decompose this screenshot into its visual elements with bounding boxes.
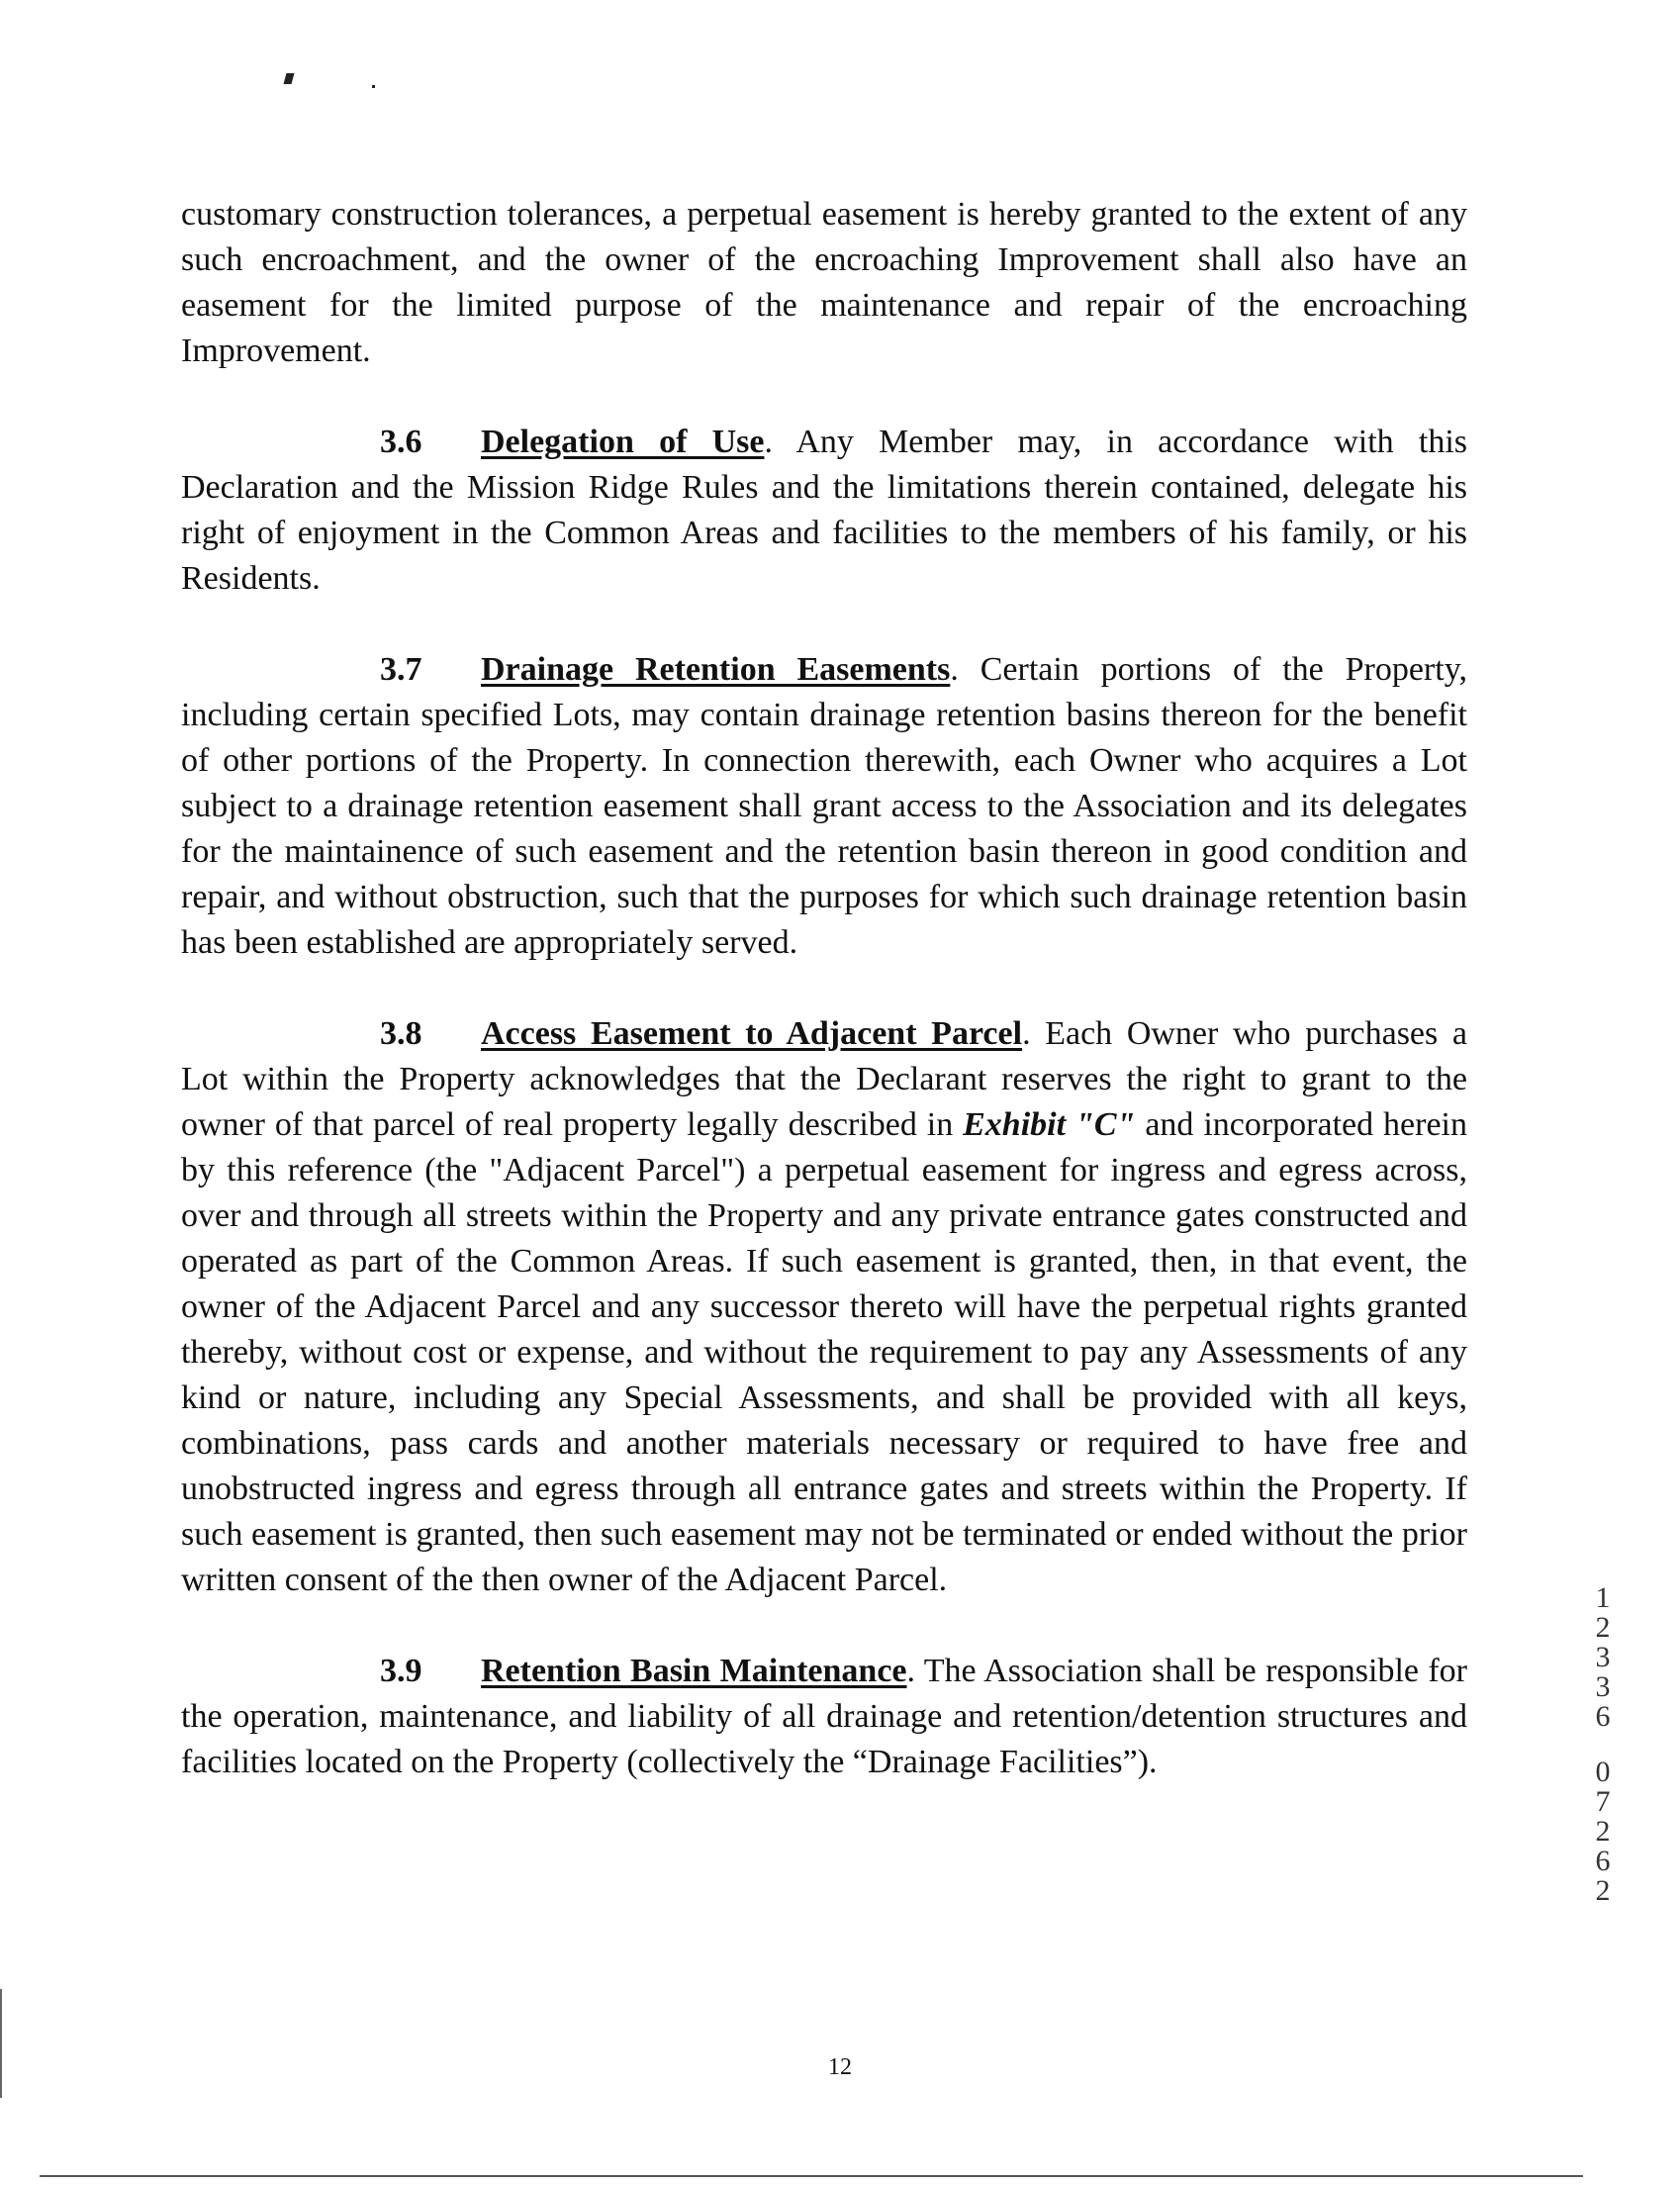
scan-speck xyxy=(284,73,295,84)
stamp-char: 6 xyxy=(1595,1845,1611,1877)
section-number: 3.7 xyxy=(380,651,422,688)
section-number: 3.8 xyxy=(380,1015,422,1052)
stamp-char xyxy=(1583,1732,1623,1758)
section-heading: Drainage Retention Easements xyxy=(481,651,951,688)
stamp-char: 2 xyxy=(1595,1874,1611,1907)
section-heading: Retention Basin Maintenance xyxy=(481,1653,907,1689)
stamp-char: 2 xyxy=(1595,1815,1611,1848)
scan-speck xyxy=(372,85,375,88)
section-heading: Delegation of Use xyxy=(481,424,765,460)
section-body: . Certain portions of the Property, including certain specified Lots, may contain drainage retention basins thereon for the benefit of other portions of the Property. In connection therewith, each Owner who acquires a Lot subject to a drainage retention easement shall grant access to the Association and its delegates for the maintainence of such easement and the retention basin thereon in good condition and repair, and without obstruction, such that the purposes for which such drainage retention basin has been established are appropriately served. xyxy=(181,651,1467,961)
section-body-start: . Each Owner who purchases a Lot within the Property acknowledges that the Declarant reserves the right to grant to the owner of that parcel of real property legally described in xyxy=(181,1015,1467,1143)
section-number: 3.6 xyxy=(380,424,422,460)
stamp-char: 0 xyxy=(1595,1756,1611,1788)
exhibit-reference: Exhibit "C" xyxy=(963,1106,1136,1143)
scan-bottom-line xyxy=(40,2175,1583,2177)
stamp-char: 6 xyxy=(1595,1700,1611,1733)
document-body xyxy=(181,192,1467,1785)
section-3-6 xyxy=(181,420,1467,602)
section-body: . Any Member may, in accordance with this Declaration and the Mission Ridge Rules and the limitations therein contained, delegate his right of enjoyment in the Common Areas and facilities to the members of his family, or his Residents. xyxy=(181,424,1468,597)
stamp-char: 7 xyxy=(1595,1785,1611,1818)
stamp-char: 1 xyxy=(1595,1581,1611,1614)
section-body-end: and incorporated herein by this reference (the "Adjacent Parcel") a perpetual easement for ingress and egress across, over and through all streets within the Property and any private entrance gates constructed and operated as part of the Common Areas. If such easement is granted, then, in that event, the owner of the Adjacent Parcel and any successor thereto will have the perpetual rights granted thereby, without cost or expense, and without the requirement to pay any Assessments of any kind or nature, including any Special Assessments, and shall be provided with all keys, combinations, pass cards and another materials necessary or required to have free and unobstructed ingress and egress through all entrance gates and streets within the Property. If such easement is granted, then such easement may not be terminated or ended without the prior written consent of the then owner of the Adjacent Parcel. xyxy=(181,1106,1467,1598)
stamp-char: 3 xyxy=(1595,1670,1611,1703)
section-3-8 xyxy=(181,1011,1467,1603)
section-body: . The Association shall be responsible for the operation, maintenance, and liability of all drainage and retention/detention structures and facilities located on the Property (collectively the “Drainage Facilities”). xyxy=(181,1653,1467,1780)
scan-edge-line xyxy=(0,1989,2,2098)
section-heading: Access Easement to Adjacent Parcel xyxy=(481,1015,1023,1052)
page-number: 12 xyxy=(828,2054,852,2080)
stamp-char: 3 xyxy=(1595,1641,1611,1673)
recording-number-stamp xyxy=(1583,1583,1623,1906)
continuation-paragraph: customary construction tolerances, a perpetual easement is hereby granted to the extent of any such encroachment, and the owner of the encroaching Improvement shall also have an easement for the limited purpose of the maintenance and repair of the encroaching Improvement. xyxy=(181,196,1467,369)
section-number: 3.9 xyxy=(380,1653,422,1689)
section-3-9 xyxy=(181,1649,1467,1785)
stamp-char: 2 xyxy=(1595,1611,1611,1644)
section-3-7 xyxy=(181,647,1467,966)
